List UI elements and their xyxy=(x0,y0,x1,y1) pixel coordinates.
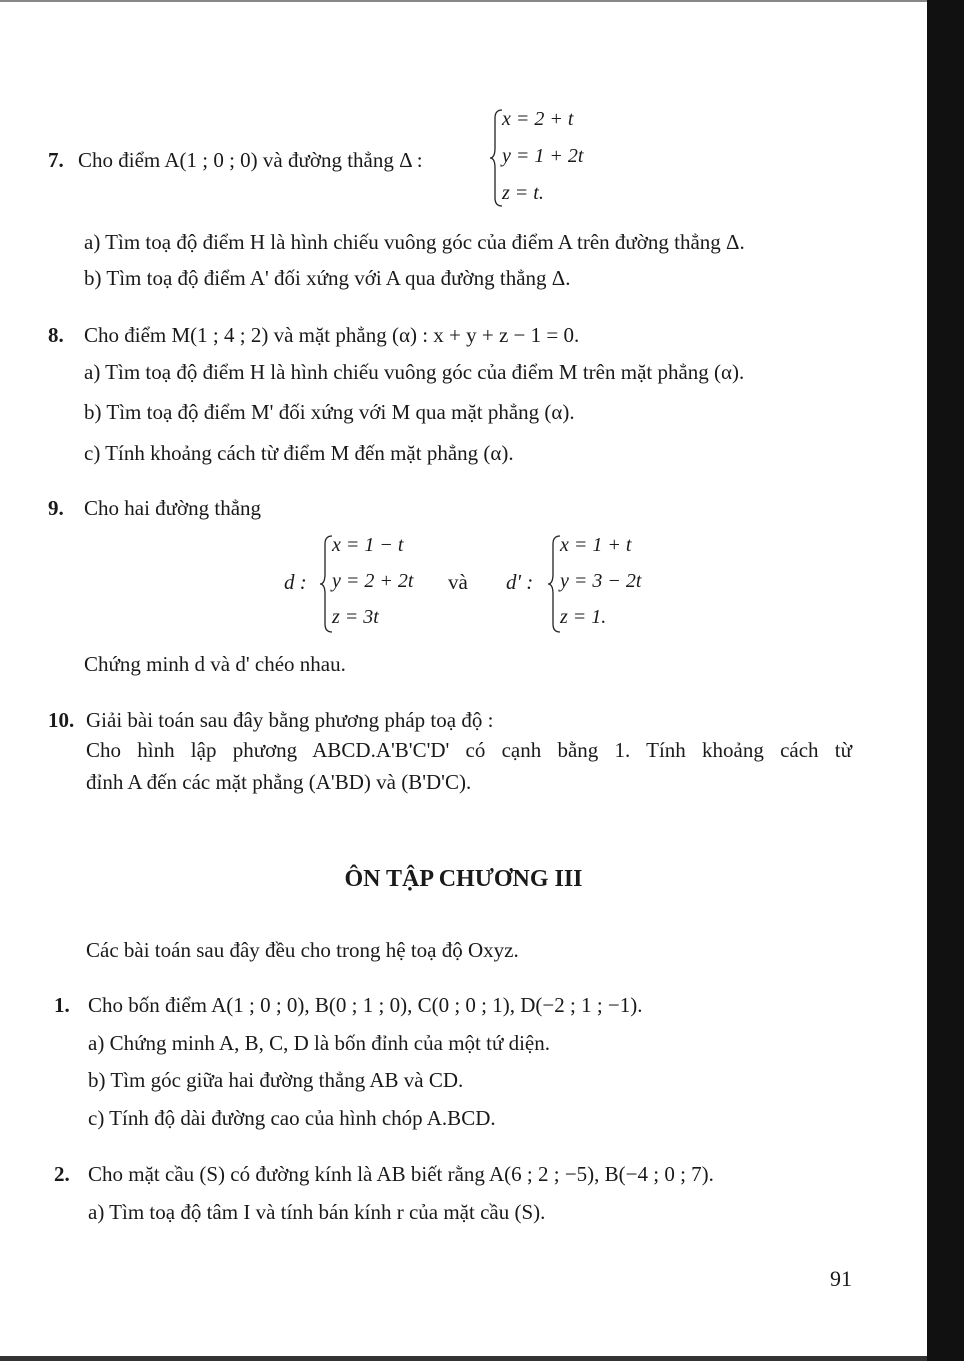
exercise-9-statement: Cho hai đường thẳng xyxy=(84,496,262,520)
exercise-8-statement: Cho điểm M(1 ; 4 ; 2) và mặt phẳng (α) : x + y + z − 1 = 0. xyxy=(84,323,580,347)
chapter-review-title: ÔN TẬP CHƯƠNG III xyxy=(344,866,583,892)
system-line: y = 1 + 2t xyxy=(502,145,584,167)
and-word: và xyxy=(448,570,468,594)
exercise-10-number: 10. xyxy=(48,708,75,732)
line-d-label: d : xyxy=(284,570,307,594)
exercise-10-statement: Giải bài toán sau đây bằng phương pháp toạ độ : xyxy=(86,708,494,732)
system-line: x = 2 + t xyxy=(502,108,574,130)
system-line: x = 1 − t xyxy=(332,534,404,556)
review-1c: c) Tính độ dài đường cao của hình chóp A.BCD. xyxy=(88,1106,496,1130)
exercise-8-number: 8. xyxy=(48,323,64,347)
system-line: y = 3 − 2t xyxy=(560,570,642,592)
exercise-7-statement: Cho điểm A(1 ; 0 ; 0) và đường thẳng Δ : xyxy=(78,148,423,172)
exercise-9-prove: Chứng minh d và d' chéo nhau. xyxy=(84,652,346,676)
line-d-prime-label: d' : xyxy=(506,570,534,594)
review-1-number: 1. xyxy=(54,993,70,1017)
line-d-system xyxy=(320,534,440,634)
exercise-8a: a) Tìm toạ độ điểm H là hình chiếu vuông góc của điểm M trên mặt phẳng (α). xyxy=(84,360,745,384)
exercise-9-number: 9. xyxy=(48,496,64,520)
exercise-8c: c) Tính khoảng cách từ điểm M đến mặt phẳng (α). xyxy=(84,441,514,465)
chapter-review-intro: Các bài toán sau đây đều cho trong hệ toạ độ Oxyz. xyxy=(86,938,519,962)
review-2a: a) Tìm toạ độ tâm I và tính bán kính r của mặt cầu (S). xyxy=(88,1200,546,1224)
review-1-statement: Cho bốn điểm A(1 ; 0 ; 0), B(0 ; 1 ; 0), C(0 ; 0 ; 1), D(−2 ; 1 ; −1). xyxy=(88,993,643,1017)
exercise-10-line-2: đỉnh A đến các mặt phẳng (A'BD) và (B'D'C). xyxy=(86,770,472,794)
system-line: z = 3t xyxy=(332,606,379,628)
exercise-7-system xyxy=(490,108,610,208)
exercise-8b: b) Tìm toạ độ điểm M' đối xứng với M qua mặt phẳng (α). xyxy=(84,400,575,424)
review-1b: b) Tìm góc giữa hai đường thẳng AB và CD. xyxy=(88,1068,464,1092)
exercise-7-number: 7. xyxy=(48,148,64,172)
system-line: x = 1 + t xyxy=(560,534,632,556)
system-line: z = 1. xyxy=(560,606,607,628)
review-2-statement: Cho mặt cầu (S) có đường kính là AB biết rằng A(6 ; 2 ; −5), B(−4 ; 0 ; 7). xyxy=(88,1162,714,1186)
scan-right-border xyxy=(927,0,964,1361)
line-d-prime-system xyxy=(548,534,668,634)
review-2-number: 2. xyxy=(54,1162,70,1186)
scan-top-edge xyxy=(0,0,927,2)
scan-bottom-edge xyxy=(0,1356,927,1361)
system-line: z = t. xyxy=(502,182,544,204)
page-number: 91 xyxy=(830,1266,852,1291)
review-1a: a) Chứng minh A, B, C, D là bốn đỉnh của một tứ diện. xyxy=(88,1031,550,1055)
system-line: y = 2 + 2t xyxy=(332,570,414,592)
exercise-10-line-1: Cho hình lập phương ABCD.A'B'C'D' có cạnh bằng 1. Tính khoảng cách từ xyxy=(86,738,852,762)
exercise-7b: b) Tìm toạ độ điểm A' đối xứng với A qua đường thẳng Δ. xyxy=(84,266,571,290)
exercise-7a: a) Tìm toạ độ điểm H là hình chiếu vuông góc của điểm A trên đường thẳng Δ. xyxy=(84,230,745,254)
